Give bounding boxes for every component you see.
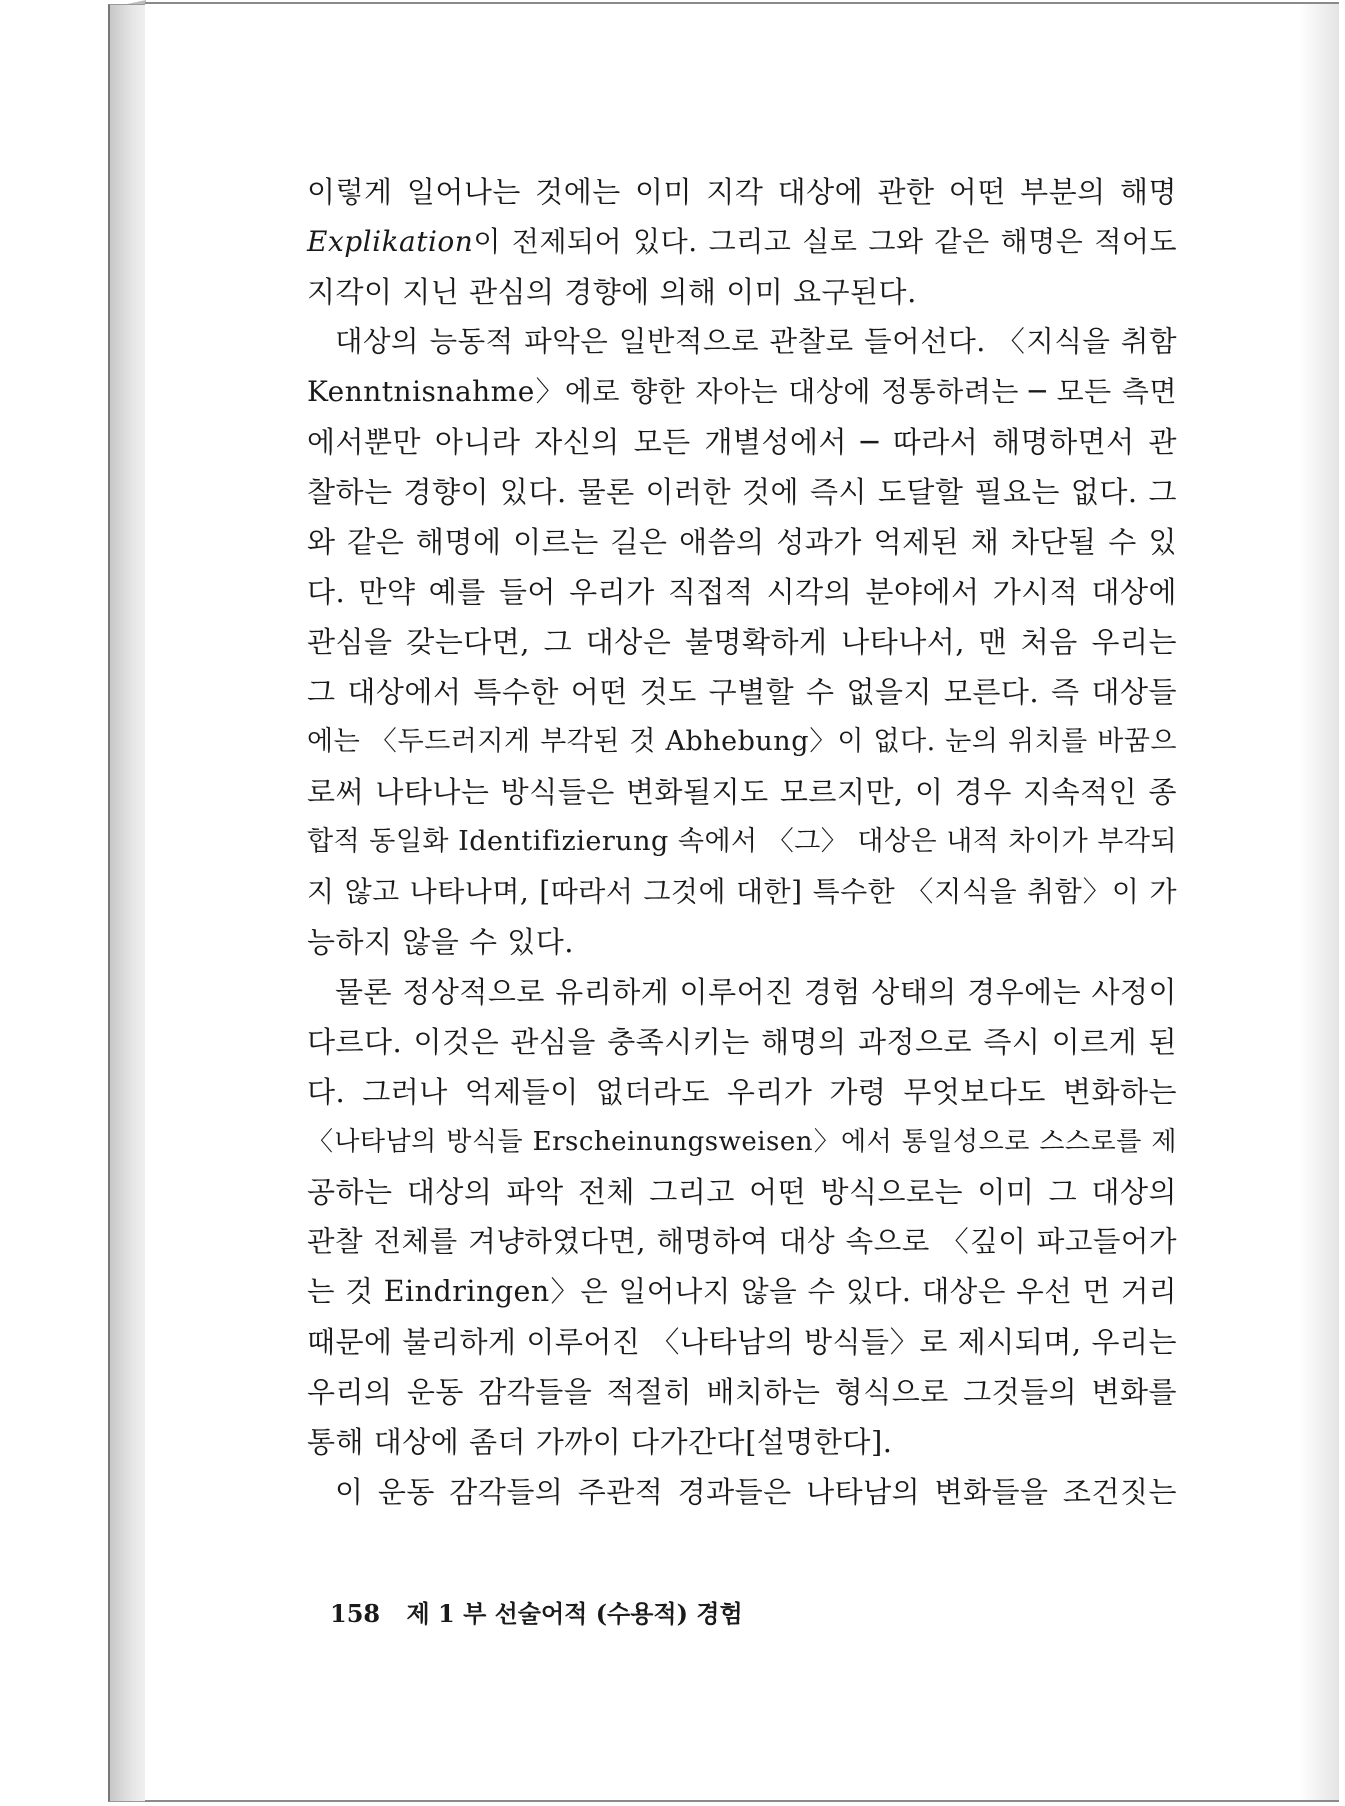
text-line: 다. 만약 예를 들어 우리가 직접적 시각의 분야에서 가시적 대상에	[307, 575, 1177, 609]
text-line: 지각이 지닌 관심의 경향에 의해 이미 요구된다.	[307, 275, 917, 309]
text-line: 〈나타남의 방식들 Erscheinungsweisen〉에서 통일성으로 스스로를 제	[307, 1127, 1177, 1157]
text-line: 관찰 전체를 겨냥하였다면, 해명하여 대상 속으로 〈깊이 파고들어가	[307, 1225, 1177, 1258]
text-line: Explikation이 전제되어 있다. 그리고 실로 그와 같은 해명은 적어도	[307, 225, 1177, 258]
text-line: Kenntnisnahme〉에로 향한 자아는 대상에 정통하려는 ─ 모든 측면	[307, 375, 1177, 408]
text-line: 에서뿐만 아니라 자신의 모든 개별성에서 ─ 따라서 해명하면서 관	[307, 425, 1177, 459]
text-line: 관심을 갖는다면, 그 대상은 불명확하게 나타나서, 맨 처음 우리는	[307, 625, 1177, 659]
text-line: 지 않고 나타나며, [따라서 그것에 대한] 특수한 〈지식을 취함〉이 가	[307, 875, 1177, 908]
page-number: 158	[330, 1599, 381, 1628]
text-line: 이렇게 일어나는 것에는 이미 지각 대상에 관한 어떤 부분의 해명	[307, 175, 1177, 209]
text-line: 로써 나타나는 방식들은 변화될지도 모르지만, 이 경우 지속적인 종	[307, 775, 1177, 809]
text-line: 합적 동일화 Identifizierung 속에서 〈그〉 대상은 내적 차이가 부각되	[307, 826, 1178, 857]
text-line: 능하지 않을 수 있다.	[307, 925, 574, 959]
text-line: 우리의 운동 감각들을 적절히 배치하는 형식으로 그것들의 변화를	[307, 1375, 1177, 1409]
text-line: 그 대상에서 특수한 어떤 것도 구별할 수 없을지 모른다. 즉 대상들	[307, 675, 1177, 709]
text-line: 물론 정상적으로 유리하게 이루어진 경험 상태의 경우에는 사정이	[335, 975, 1177, 1009]
running-head: 제 1 부 선술어적 (수용적) 경험	[406, 1599, 743, 1628]
text-line: 공하는 대상의 파악 전체 그리고 어떤 방식으로는 이미 그 대상의	[307, 1175, 1177, 1209]
text-line: 와 같은 해명에 이르는 길은 애씀의 성과가 억제된 채 차단될 수 있	[307, 525, 1177, 559]
book-spine	[108, 4, 148, 1802]
text-line: 다. 그러나 억제들이 없더라도 우리가 가령 무엇보다도 변화하는	[307, 1075, 1177, 1109]
body-text	[307, 167, 1177, 1517]
text-line: 통해 대상에 좀더 가까이 다가간다[설명한다].	[307, 1425, 893, 1459]
book-page	[145, 2, 1339, 1802]
text-line: 대상의 능동적 파악은 일반적으로 관찰로 들어선다. 〈지식을 취함	[335, 325, 1177, 358]
text-line: 때문에 불리하게 이루어진 〈나타남의 방식들〉로 제시되며, 우리는	[307, 1325, 1177, 1359]
text-line: 이 운동 감각들의 주관적 경과들은 나타남의 변화들을 조건짓는	[335, 1475, 1177, 1509]
page-edge-shade	[1299, 4, 1339, 1800]
text-line: 에는 〈두드러지게 부각된 것 Abhebung〉이 없다. 눈의 위치를 바꿈으	[307, 726, 1177, 757]
text-line: 다르다. 이것은 관심을 충족시키는 해명의 과정으로 즉시 이르게 된	[307, 1025, 1177, 1059]
page-footer	[330, 1594, 743, 1629]
text-line: 찰하는 경향이 있다. 물론 이러한 것에 즉시 도달할 필요는 없다. 그	[307, 475, 1177, 509]
italic-term: Explikation	[307, 225, 474, 258]
text-line: 는 것 Eindringen〉은 일어나지 않을 수 있다. 대상은 우선 먼 거리	[307, 1275, 1177, 1308]
